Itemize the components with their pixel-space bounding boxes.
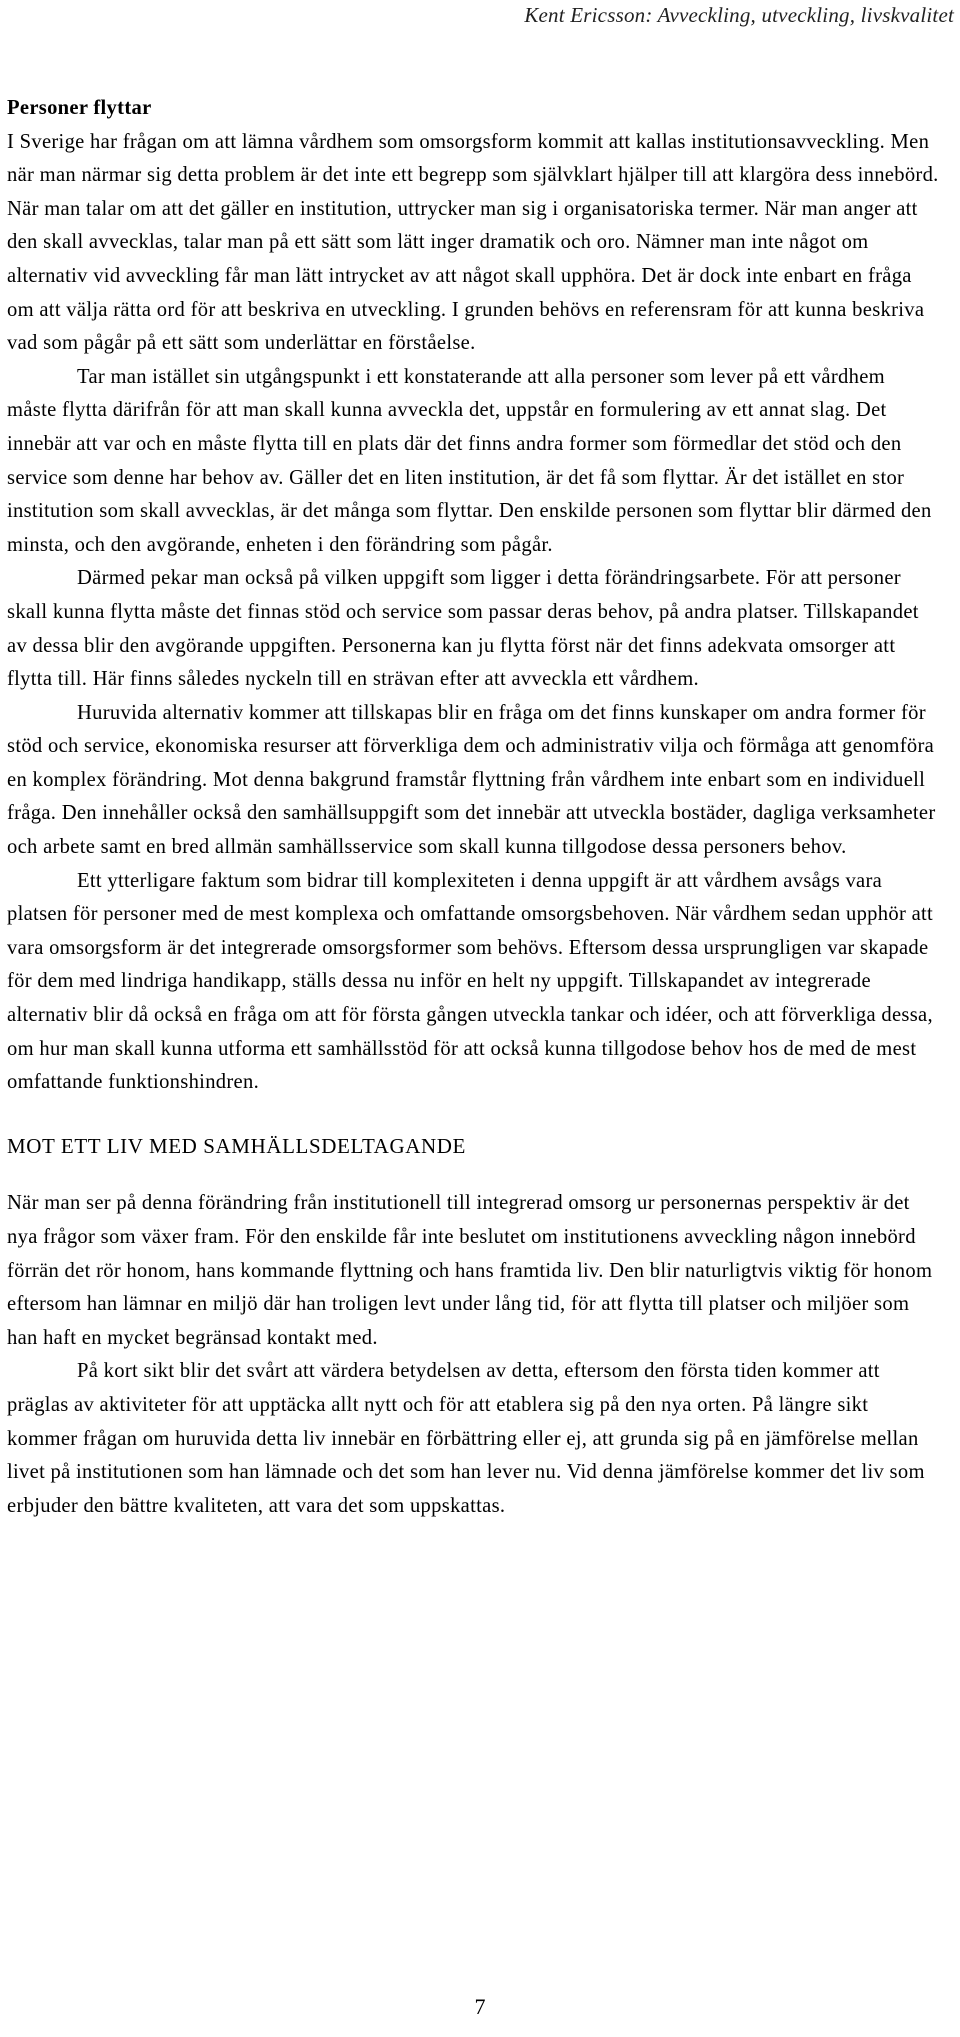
paragraph: När man ser på denna förändring från institutionell till integrerad omsorg ur personernas perspektiv är det nya frågor som växer fram. För den enskilde får inte beslutet om institutionens avveckling någon innebörd förrän det rör honom, hans kommande flyttning och hans framtida liv. Den blir naturligtvis viktig för honom eftersom han lämnar en miljö där han troligen levt under lång tid, för att flytta till platser och miljöer som han haft en mycket begränsad kontakt med. (7, 1192, 933, 1349)
paragraph: Därmed pekar man också på vilken uppgift som ligger i detta förändringsarbete. För att personer skall kunna flytta måste det finnas stöd och service som passar deras behov, på andra platser. Tillskapandet av dessa blir den avgörande uppgiften. Personerna kan ju flytta först när det finns adekvata omsorger att flytta till. Här finns således nyckeln till en strävan efter att avveckla ett vårdhem. (7, 567, 919, 691)
section-personer-flyttar (7, 92, 939, 1100)
paragraph: På kort sikt blir det svårt att värdera betydelsen av detta, eftersom den första tiden kommer att präglas av aktiviteter för att upptäcka allt nytt och för att etablera sig på den nya orten. På längre sikt kommer frågan om huruvida detta liv innebär en förbättring eller ej, att grunda sig på en jämförelse mellan livet på institutionen som han lämnade och det som han lever nu. Vid denna jämförelse kommer det liv som erbjuder den bättre kvaliteten, att vara det som uppskattas. (7, 1360, 925, 1517)
document-body (7, 92, 939, 1523)
section-title: Personer flyttar (7, 97, 152, 119)
paragraph: Huruvida alternativ kommer att tillskapas blir en fråga om det finns kunskaper om andra former för stöd och service, ekonomiska resurser att förverkliga dem och administrativ vilja och förmåga att genomföra en komplex förändring. Mot denna bakgrund framstår flyttning från vårdhem inte enbart som en individuell fråga. Den innehåller också den samhällsuppgift som det innebär att utveckla bostäder, dagliga verksamheter och arbete samt en bred allmän samhällsservice som skall kunna tillgodose dessa personers behov. (7, 701, 936, 859)
section-mot-ett-liv (7, 1130, 939, 1524)
section-heading: MOT ETT LIV MED SAMHÄLLSDELTAGANDE (7, 1133, 466, 1158)
paragraph: I Sverige har frågan om att lämna vårdhem som omsorgsform kommit att kallas institutionsavveckling. Men när man närmar sig detta problem är det inte ett begrepp som självklart hjälper till att klargöra dess innebörd. När man talar om att det gäller en institution, uttrycker man sig i organisatoriska termer. När man anger att den skall avvecklas, talar man på ett sätt som lätt inger dramatik och oro. Nämner man inte något om alternativ vid avveckling får man lätt intrycket av att något skall upphöra. Det är dock inte enbart en fråga om att välja rätta ord för att beskriva en utveckling. I grunden behövs en referensram för att kunna beskriva vad som pågår på ett sätt som underlättar en förståelse. (7, 130, 939, 355)
page-number: 7 (474, 1994, 486, 2019)
paragraph: Tar man istället sin utgångspunkt i ett konstaterande att alla personer som lever på ett vårdhem måste flytta därifrån för att man skall kunna avveckla det, uppstår en formulering av ett annat slag. Det innebär att var och en måste flytta till en plats där det finns andra former som förmedlar det stöd och den service som denne har behov av. Gäller det en liten institution, är det få som flyttar. Är det istället en stor institution som skall avvecklas, är det många som flyttar. Den enskilde personen som flyttar blir därmed den minsta, och den avgörande, enheten i den förändring som pågår. (7, 365, 932, 556)
running-header: Kent Ericsson: Avveckling, utveckling, livskvalitet (524, 3, 954, 27)
paragraph: Ett ytterligare faktum som bidrar till komplexiteten i denna uppgift är att vårdhem avsågs vara platsen för personer med de mest komplexa och omfattande omsorgsbehoven. När vårdhem sedan upphör att vara omsorgsform är det integrerade omsorgsformer som behövs. Eftersom dessa ursprungligen var skapade för dem med lindriga handikapp, ställs dessa nu inför en helt ny uppgift. Tillskapandet av integrerade alternativ blir då också en fråga om att för första gången utveckla tankar och idéer, och att förverkliga dessa, om hur man skall kunna utforma ett samhällsstöd för att också kunna tillgodose behov hos de med de mest omfattande funktionshindren. (7, 869, 934, 1094)
